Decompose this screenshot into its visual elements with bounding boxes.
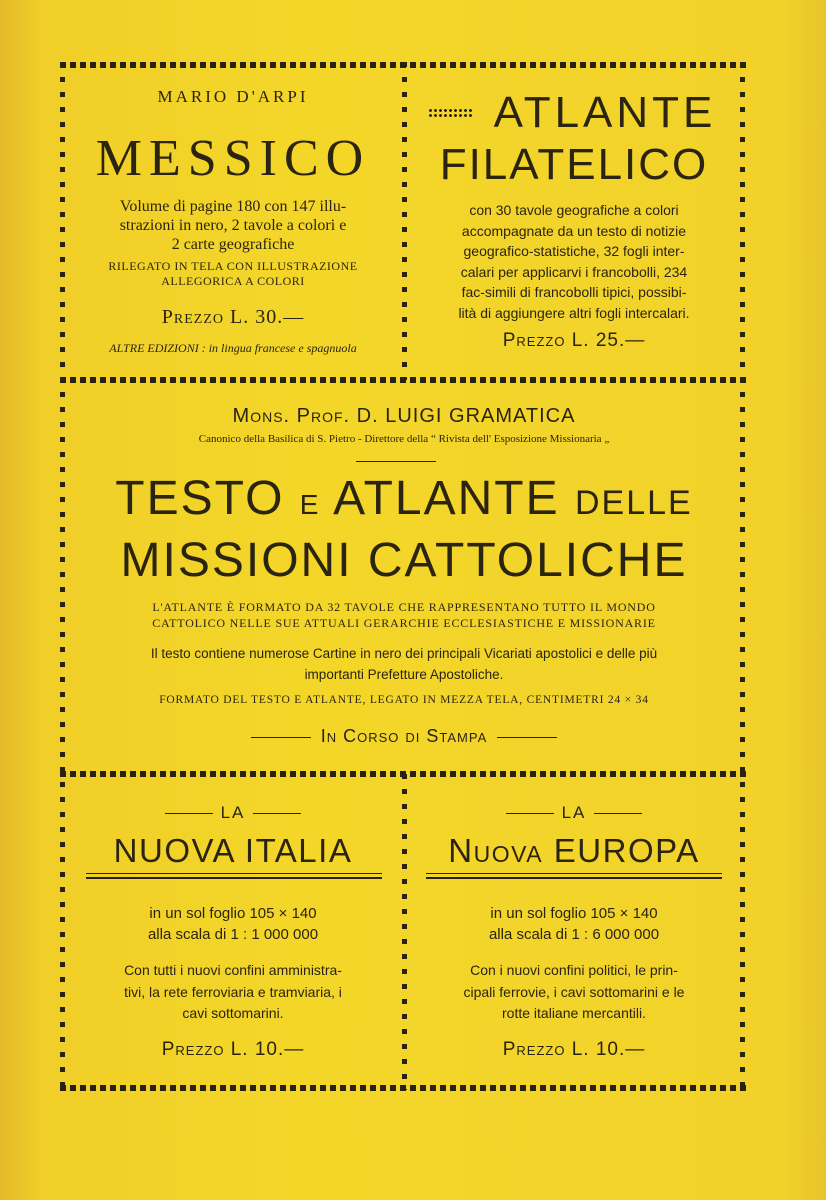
italia-description: Con tutti i nuovi confini amministra- tivi, la rete ferroviaria e tramviaria, i cavi sottomarini. <box>124 962 342 1021</box>
ornament-icon <box>428 108 474 118</box>
messico-price: Prezzo L. 30.— <box>161 306 305 328</box>
messico-title: MESSICO <box>95 130 371 187</box>
filatelico-description: con 30 tavole geografiche a colori accompagnate da un testo di notizie geografico-statistiche, 32 fogli inter- calari per applicarvi i francobolli, 234 fac-simili di francobolli tipici, possibi- lità di aggiungere altri fogli intercalari. <box>458 202 690 321</box>
missioni-title-line1: TESTO E ATLANTE DELLE <box>115 472 693 525</box>
missioni-small-rule <box>356 461 436 462</box>
missioni-role: Canonico della Basilica di S. Pietro - Direttore della “ Rivista dell' Esposizione Missionaria „ <box>198 433 610 445</box>
italia-spec: in un sol foglio 105 × 140 alla scala di 1 : 1 000 000 <box>147 905 319 943</box>
europa-title: Nuova EUROPA <box>448 832 700 869</box>
column-divider-top <box>402 62 407 380</box>
messico-editions: ALTRE EDIZIONI : in lingua francese e spagnuola <box>109 341 357 355</box>
europa-description: Con i nuovi confini politici, le prin- cipali ferrovie, i cavi sottomarini e le rotte italiane mercantili. <box>463 962 685 1021</box>
missioni-text-description: Il testo contiene numerose Cartine in nero dei principali Vicariati apostolici e delle più importanti Prefetture Apostoliche. <box>150 646 658 682</box>
europa-rule-1 <box>426 873 722 874</box>
missioni-status: In Corso di Stampa <box>70 726 738 747</box>
column-divider-bottom <box>402 774 407 1090</box>
filatelico-title-line2: FILATELICO <box>439 140 709 189</box>
europa-kicker: LA <box>414 803 734 823</box>
missioni-format: FORMATO DEL TESTO E ATLANTE, LEGATO IN MEZZA TELA, CENTIMETRI 24 × 34 <box>159 694 649 706</box>
filatelico-price: Prezzo L. 25.— <box>502 330 646 351</box>
italia-rule-2 <box>86 877 382 879</box>
border-left <box>60 62 65 1090</box>
missioni-title-line2: MISSIONI CATTOLICHE <box>120 534 688 587</box>
italia-kicker: LA <box>70 803 396 823</box>
europa-rule-2 <box>426 877 722 879</box>
italia-price: Prezzo L. 10.— <box>161 1039 305 1060</box>
europa-price: Prezzo L. 10.— <box>502 1039 646 1060</box>
missioni-author: Mons. Prof. D. LUIGI GRAMATICA <box>232 405 576 427</box>
messico-author: MARIO D'ARPI <box>157 87 309 106</box>
messico-description: Volume di pagine 180 con 147 illu- strazioni in nero, 2 tavole a colori e 2 carte geografiche <box>119 198 347 253</box>
border-right <box>740 62 745 1090</box>
messico-binding: RILEGATO IN TELA CON ILLUSTRAZIONE ALLEGORICA A COLORI <box>108 259 358 288</box>
missioni-atlas-description: L'ATLANTE È FORMATO DA 32 TAVOLE CHE RAPPRESENTANO TUTTO IL MONDO CATTOLICO NELLE SUE ATTUALI GERARCHIE ECCLESIASTICHE E MISSIONARIE <box>152 600 656 630</box>
italia-title: NUOVA ITALIA <box>113 832 353 869</box>
filatelico-title-line1: ATLANTE <box>493 88 717 137</box>
italia-rule-1 <box>86 873 382 874</box>
europa-spec: in un sol foglio 105 × 140 alla scala di 1 : 6 000 000 <box>488 905 660 943</box>
